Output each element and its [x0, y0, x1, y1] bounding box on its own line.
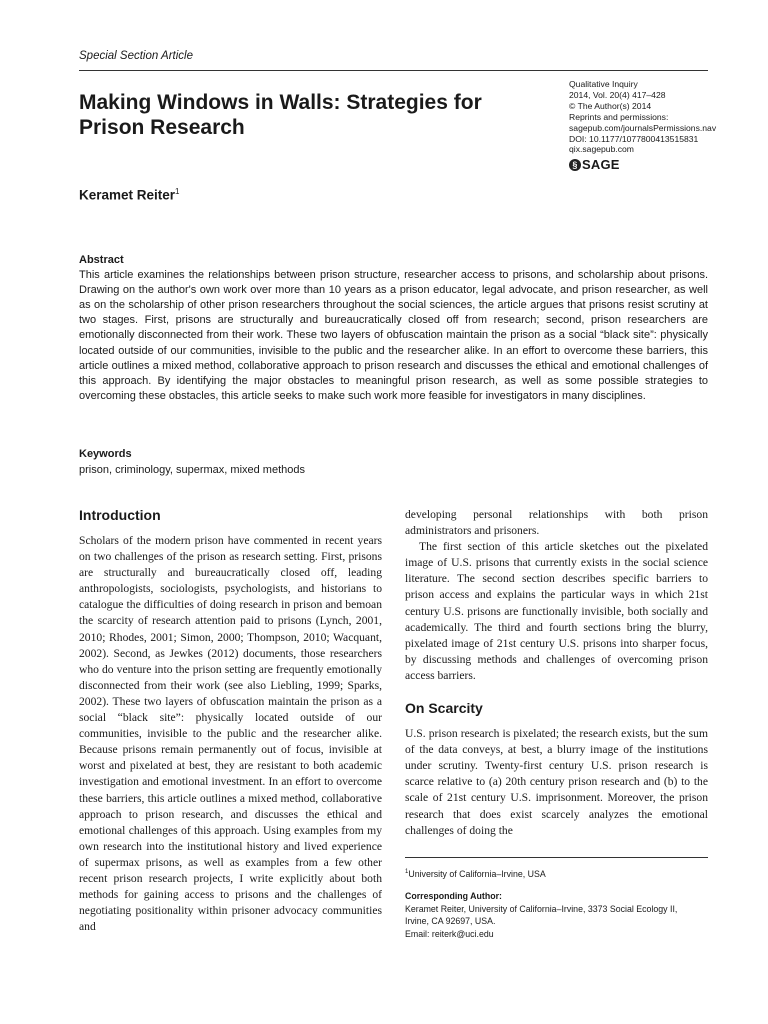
section-label: Special Section Article — [79, 50, 193, 62]
journal-doi[interactable]: DOI: 10.1177/1077800413515831 — [569, 133, 699, 144]
sage-circle-icon: § — [569, 159, 581, 171]
introduction-heading: Introduction — [79, 507, 161, 523]
article-title: Making Windows in Walls: Strategies for Prison Research — [79, 91, 482, 139]
keywords-heading: Keywords — [79, 448, 132, 460]
corresponding-author-email[interactable]: Email: reiterk@uci.edu — [405, 928, 494, 939]
abstract-section — [79, 253, 708, 404]
introduction-paragraph-1-continued: developing personal relationships with both prison administrators and prisoners. — [405, 508, 708, 538]
affiliation-footnote-mark: 1 — [405, 869, 409, 875]
corresponding-author-label: Corresponding Author: — [405, 891, 502, 902]
abstract-heading: Abstract — [79, 254, 124, 266]
header-rule — [79, 70, 708, 71]
affiliation-text: University of California–Irvine, USA — [408, 868, 546, 879]
journal-reprints: Reprints and permissions: — [569, 111, 669, 122]
author-name: Keramet Reiter — [79, 187, 176, 203]
on-scarcity-heading: On Scarcity — [405, 700, 483, 717]
introduction-paragraph-2: The first section of this article sketches out the pixelated image of U.S. prisons that currently exists in the social science literature. The second section describes specific barriers to prison access and explains the particular ways in which 21st century U.S. prisons are functionally invisible, both socially and academically. The third and fourth sections bring the blurry, pixelated image of 21st century U.S. prisons into sharper focus, by discussing methods and challenges of overcoming prison access barriers. — [405, 540, 708, 682]
publisher-logo — [569, 157, 620, 172]
footnote-rule — [405, 857, 708, 858]
publisher-logo-text: SAGE — [582, 157, 620, 172]
journal-website[interactable]: qix.sagepub.com — [569, 144, 634, 155]
footnotes — [405, 866, 708, 940]
journal-permissions-link[interactable]: sagepub.com/journalsPermissions.nav — [569, 122, 717, 133]
journal-volume: 2014, Vol. 20(4) 417–428 — [569, 89, 666, 100]
abstract-body: This article examines the relationships between prison structure, researcher access to prisons, and scholarship about prisons. Drawing on the author's own work over more than 10 years as a prison educator, legal advocate, and prison researcher, as well as on the scholarship of other prison researchers throughout the social sciences, the article argues that prisons resist scrutiny at two stages. First, prisons are structurally and bureaucratically closed off from research; second, prison researchers are emotionally disconnected from their work. These two layers of obfuscation maintain the prison as a social “black site”: physically located outside of our communities, invisible to the public and the researcher alike. In an effort to overcome these barriers, this article outlines a mixed method, collaborative approach to prison research and discusses the ethical and emotional challenges of this approach. By identifying the major obstacles to meaningful prison research, as well as some possible strategies to overcoming these obstacles, this article seeks to make such work more feasible for investigators in many disciplines. — [79, 269, 708, 402]
keywords-section — [79, 447, 708, 478]
journal-name: Qualitative Inquiry — [569, 79, 638, 89]
author-affiliation-mark: 1 — [175, 187, 180, 196]
introduction-paragraph-1: Scholars of the modern prison have commented in recent years on two challenges of the prison as research setting. First, prisons are structurally and bureaucratically closed off, leading anthropologists, sociologists, psychologists, and historians to catalogue the difficulties of doing research in prison and bemoan the scarcity of research attention paid to prisons (Lynch, 2001, 2010; Rhodes, 2001; Simon, 2000; Thompson, 2010; Wacquant, 2002). Second, as Jewkes (2012) documents, those researchers who do venture into the prison setting are frequently emotionally disconnected from their work (see also Liebling, 1999; Sparks, 2002). These two layers of obfuscation maintain the prison as a social “black site”: physically located outside of our communities, invisible to the public and the researcher alike. Because prisons remain permanently out of focus, invisible at worst and pixelated at best, they are resistant to both academic investigation and emotional investment. In an effort to overcome these barriers, this article outlines a mixed method, collaborative approach to prison research, and discusses the ethical and emotional challenges of this approach. Using examples from my own research into the institutional history and lived experience of supermax prisons, as well as examples from a few other recent prison research projects, I write explicitly about both methods for gaining access to prisons and the challenges of negotiating positionality within prisoner advocacy communities and — [79, 534, 382, 934]
affiliation-footnote — [405, 866, 708, 880]
keywords-list: prison, criminology, supermax, mixed methods — [79, 463, 305, 476]
journal-info — [569, 79, 719, 155]
right-column — [405, 507, 708, 839]
on-scarcity-paragraph-1: U.S. prison research is pixelated; the research exists, but the sum of the data conveys, at best, a blurry image of the institutions under scrutiny. Twenty-first century U.S. prison research is scarce relative to (a) 20th century prison research and (b) to the scale of 21st century U.S. imprisonment. Moreover, the prison research that does exist scarcely analyzes the emotional challenges of doing the — [405, 727, 708, 837]
journal-copyright: © The Author(s) 2014 — [569, 100, 652, 111]
left-column — [79, 507, 382, 935]
article-author — [79, 187, 180, 203]
corresponding-author-line-2: Irvine, CA 92697, USA. — [405, 916, 496, 927]
corresponding-author-line-1: Keramet Reiter, University of California–Irvine, 3373 Social Ecology II, — [405, 903, 678, 914]
